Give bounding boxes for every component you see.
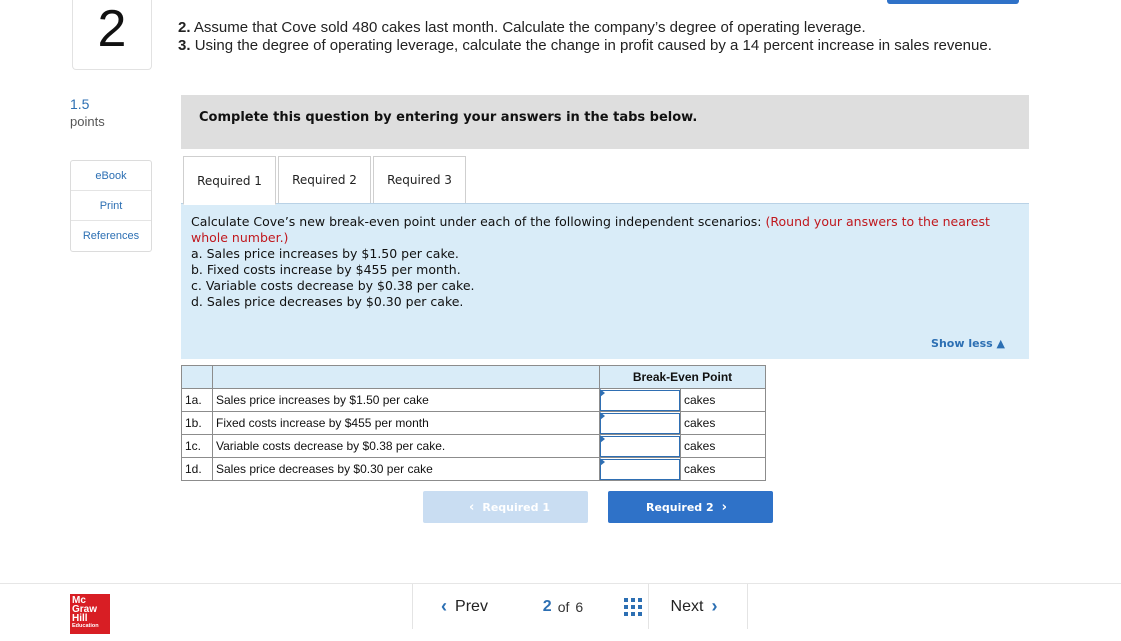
- table-row: [182, 435, 766, 458]
- tab-required-1[interactable]: Required 1: [183, 156, 276, 205]
- chevron-right-icon: ›: [721, 499, 727, 515]
- question-navigation: [412, 584, 748, 629]
- print-link[interactable]: Print: [71, 191, 151, 221]
- footer: [0, 583, 1121, 641]
- table-row: [182, 389, 766, 412]
- chevron-left-icon: ‹: [441, 596, 448, 616]
- top-action-button[interactable]: [887, 0, 1019, 4]
- table-row: [182, 458, 766, 481]
- row-unit: cakes: [681, 412, 766, 435]
- panel-intro: Calculate Cove’s new break-even point under each of the following independent scenarios: (Round your answers to the nearest whole number.): [191, 214, 990, 245]
- question-panel: [181, 203, 1029, 359]
- break-even-input-1a[interactable]: [600, 390, 680, 411]
- table-row: [182, 412, 766, 435]
- triangle-up-icon: ▲: [996, 337, 1005, 350]
- tab-bar: [183, 156, 468, 205]
- scenario-b: b. Fixed costs increase by $455 per month.: [191, 262, 461, 277]
- answer-table: [181, 365, 766, 481]
- rounding-note: (Round your answers to the nearest whole number.): [191, 214, 990, 245]
- tab-required-2[interactable]: Required 2: [278, 156, 371, 204]
- scenario-c: c. Variable costs decrease by $0.38 per cake.: [191, 278, 475, 293]
- row-id: 1a.: [182, 389, 213, 412]
- input-marker-icon: [600, 389, 605, 397]
- input-marker-icon: [600, 458, 605, 466]
- ebook-link[interactable]: eBook: [71, 161, 151, 191]
- scenario-a: a. Sales price increases by $1.50 per cake.: [191, 246, 459, 261]
- break-even-input-1b[interactable]: [600, 413, 680, 434]
- row-id: 1c.: [182, 435, 213, 458]
- question-number: 2: [72, 0, 152, 70]
- input-marker-icon: [600, 412, 605, 420]
- points-value: 1.5: [70, 96, 90, 112]
- prev-question-button[interactable]: ‹ Prev: [412, 584, 508, 629]
- grid-icon[interactable]: [618, 584, 648, 629]
- next-required-button[interactable]: Required 2 ›: [608, 491, 773, 523]
- break-even-input-1c[interactable]: [600, 436, 680, 457]
- side-menu: [70, 160, 152, 252]
- input-marker-icon: [600, 435, 605, 443]
- question-item-3: 3. Using the degree of operating leverage, calculate the change in profit caused by a 14 percent increase in sales revenue.: [178, 37, 992, 54]
- row-id: 1b.: [182, 412, 213, 435]
- prev-required-button[interactable]: ‹ Required 1: [423, 491, 588, 523]
- row-unit: cakes: [681, 458, 766, 481]
- points: [70, 96, 105, 129]
- row-unit: cakes: [681, 435, 766, 458]
- references-link[interactable]: References: [82, 230, 140, 242]
- show-less-link[interactable]: Show less ▲: [931, 337, 1005, 350]
- scenario-d: d. Sales price decreases by $0.30 per cake.: [191, 294, 464, 309]
- chevron-right-icon: ›: [711, 596, 718, 616]
- row-id: 1d.: [182, 458, 213, 481]
- row-label: Fixed costs increase by $455 per month: [213, 412, 600, 435]
- next-question-button[interactable]: Next ›: [648, 584, 748, 629]
- page-indicator[interactable]: 2 of 6: [542, 597, 584, 615]
- row-label: Sales price decreases by $0.30 per cake: [213, 458, 600, 481]
- mcgraw-hill-logo: Mc Graw Hill Education: [70, 594, 110, 634]
- row-label: Variable costs decrease by $0.38 per cake.: [213, 435, 600, 458]
- column-header-break-even: Break-Even Point: [600, 366, 766, 389]
- chevron-left-icon: ‹: [468, 499, 475, 515]
- row-label: Sales price increases by $1.50 per cake: [213, 389, 600, 412]
- table-header-row: [182, 366, 766, 389]
- question-text: [178, 19, 998, 55]
- row-unit: cakes: [681, 389, 766, 412]
- tab-required-3[interactable]: Required 3: [373, 156, 466, 204]
- break-even-input-1d[interactable]: [600, 459, 680, 480]
- instruction-banner: Complete this question by entering your answers in the tabs below.: [181, 95, 1029, 149]
- question-item-2: 2. Assume that Cove sold 480 cakes last month. Calculate the company’s degree of operating leverage.: [178, 19, 866, 36]
- points-label: points: [70, 114, 105, 129]
